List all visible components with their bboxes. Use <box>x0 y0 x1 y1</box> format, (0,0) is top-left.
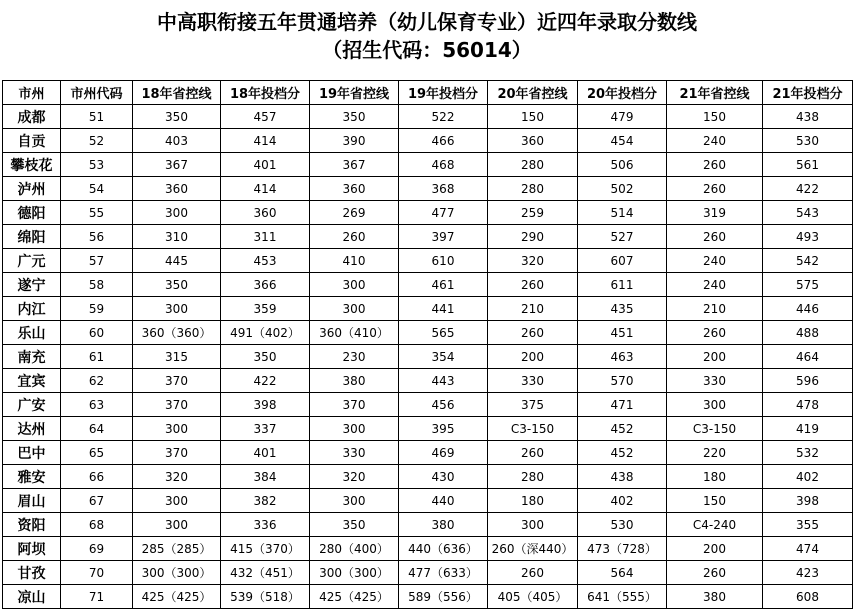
table-cell: 561 <box>763 153 853 177</box>
table-row <box>3 273 853 297</box>
table-cell: 456 <box>399 393 488 417</box>
table-cell: 367 <box>310 153 399 177</box>
table-cell: 58 <box>61 273 133 297</box>
table-cell: 56 <box>61 225 133 249</box>
column-header: 21年投档分 <box>763 81 853 105</box>
table-row <box>3 129 853 153</box>
table-cell: 259 <box>488 201 578 225</box>
table-cell: 608 <box>763 585 853 609</box>
table-cell: 401 <box>221 441 310 465</box>
city-cell: 自贡 <box>3 129 61 153</box>
table-cell: 54 <box>61 177 133 201</box>
table-cell: 337 <box>221 417 310 441</box>
table-cell: 425（425） <box>310 585 399 609</box>
table-cell: 382 <box>221 489 310 513</box>
table-cell: 180 <box>667 465 763 489</box>
column-header: 18年省控线 <box>133 81 221 105</box>
table-cell: 260 <box>667 321 763 345</box>
table-cell: 260 <box>667 225 763 249</box>
table-cell: 240 <box>667 249 763 273</box>
table-cell: 596 <box>763 369 853 393</box>
table-cell: 57 <box>61 249 133 273</box>
table-cell: 530 <box>763 129 853 153</box>
table-cell: 359 <box>221 297 310 321</box>
table-cell: 350 <box>133 273 221 297</box>
city-cell: 凉山 <box>3 585 61 609</box>
table-cell: 461 <box>399 273 488 297</box>
table-cell: 441 <box>399 297 488 321</box>
table-cell: 66 <box>61 465 133 489</box>
table-cell: 451 <box>578 321 667 345</box>
table-cell: 360（410） <box>310 321 399 345</box>
table-cell: 210 <box>488 297 578 321</box>
table-cell: 398 <box>221 393 310 417</box>
table-cell: 375 <box>488 393 578 417</box>
table-cell: 68 <box>61 513 133 537</box>
city-cell: 泸州 <box>3 177 61 201</box>
table-cell: 539（518） <box>221 585 310 609</box>
table-cell: 71 <box>61 585 133 609</box>
table-cell: 410 <box>310 249 399 273</box>
table-cell: 350 <box>133 105 221 129</box>
city-cell: 南充 <box>3 345 61 369</box>
table-cell: 150 <box>667 489 763 513</box>
table-cell: 300 <box>310 489 399 513</box>
table-cell: 438 <box>578 465 667 489</box>
table-cell: 430 <box>399 465 488 489</box>
table-cell: 69 <box>61 537 133 561</box>
table-cell: 607 <box>578 249 667 273</box>
table-cell: 469 <box>399 441 488 465</box>
city-cell: 阿坝 <box>3 537 61 561</box>
table-cell: 452 <box>578 417 667 441</box>
table-cell: 380 <box>399 513 488 537</box>
table-cell: 210 <box>667 297 763 321</box>
city-cell: 内江 <box>3 297 61 321</box>
table-cell: 355 <box>763 513 853 537</box>
table-cell: 565 <box>399 321 488 345</box>
table-cell: 67 <box>61 489 133 513</box>
city-cell: 雅安 <box>3 465 61 489</box>
table-cell: 360（360） <box>133 321 221 345</box>
table-cell: 320 <box>133 465 221 489</box>
table-cell: 440 <box>399 489 488 513</box>
table-cell: 59 <box>61 297 133 321</box>
table-cell: 440（636） <box>399 537 488 561</box>
table-cell: 425（425） <box>133 585 221 609</box>
table-cell: 150 <box>488 105 578 129</box>
table-cell: 367 <box>133 153 221 177</box>
table-cell: 220 <box>667 441 763 465</box>
table-cell: 300 <box>133 417 221 441</box>
column-header: 21年省控线 <box>667 81 763 105</box>
city-cell: 资阳 <box>3 513 61 537</box>
table-cell: 479 <box>578 105 667 129</box>
table-cell: 350 <box>310 513 399 537</box>
table-row <box>3 537 853 561</box>
table-cell: 384 <box>221 465 310 489</box>
table-row <box>3 225 853 249</box>
city-cell: 攀枝花 <box>3 153 61 177</box>
table-cell: 478 <box>763 393 853 417</box>
city-cell: 巴中 <box>3 441 61 465</box>
table-cell: 405（405） <box>488 585 578 609</box>
table-cell: 445 <box>133 249 221 273</box>
table-cell: 403 <box>133 129 221 153</box>
table-cell: 200 <box>667 345 763 369</box>
table-cell: 336 <box>221 513 310 537</box>
table-cell: 300 <box>488 513 578 537</box>
table-cell: 477（633） <box>399 561 488 585</box>
table-row <box>3 321 853 345</box>
table-cell: 466 <box>399 129 488 153</box>
table-cell: 463 <box>578 345 667 369</box>
table-cell: 464 <box>763 345 853 369</box>
table-cell: 610 <box>399 249 488 273</box>
table-cell: 477 <box>399 201 488 225</box>
table-cell: 370 <box>133 393 221 417</box>
table-cell: 493 <box>763 225 853 249</box>
table-cell: 320 <box>488 249 578 273</box>
score-table <box>2 80 853 609</box>
table-cell: 457 <box>221 105 310 129</box>
table-cell: 260 <box>488 441 578 465</box>
table-cell: 300 <box>310 417 399 441</box>
city-cell: 绵阳 <box>3 225 61 249</box>
table-cell: 641（555） <box>578 585 667 609</box>
table-cell: 300（300） <box>133 561 221 585</box>
table-cell: 360 <box>133 177 221 201</box>
table-cell: 522 <box>399 105 488 129</box>
table-cell: 350 <box>310 105 399 129</box>
table-cell: 315 <box>133 345 221 369</box>
table-cell: 380 <box>310 369 399 393</box>
table-cell: 380 <box>667 585 763 609</box>
table-cell: 454 <box>578 129 667 153</box>
table-cell: 370 <box>133 369 221 393</box>
table-cell: 260 <box>667 153 763 177</box>
city-cell: 达州 <box>3 417 61 441</box>
table-row <box>3 393 853 417</box>
table-cell: 63 <box>61 393 133 417</box>
table-row <box>3 345 853 369</box>
table-row <box>3 513 853 537</box>
table-cell: 280 <box>488 465 578 489</box>
table-cell: 350 <box>221 345 310 369</box>
table-cell: 51 <box>61 105 133 129</box>
table-cell: 488 <box>763 321 853 345</box>
table-cell: 491（402） <box>221 321 310 345</box>
table-cell: 402 <box>578 489 667 513</box>
table-cell: 330 <box>667 369 763 393</box>
table-cell: 366 <box>221 273 310 297</box>
table-cell: 423 <box>763 561 853 585</box>
table-cell: 370 <box>133 441 221 465</box>
table-cell: C4-240 <box>667 513 763 537</box>
city-cell: 宜宾 <box>3 369 61 393</box>
table-cell: 240 <box>667 129 763 153</box>
table-row <box>3 489 853 513</box>
table-cell: 320 <box>310 465 399 489</box>
header-row <box>3 81 853 105</box>
table-cell: 70 <box>61 561 133 585</box>
table-cell: 200 <box>667 537 763 561</box>
table-cell: 471 <box>578 393 667 417</box>
table-cell: 230 <box>310 345 399 369</box>
table-cell: 502 <box>578 177 667 201</box>
city-cell: 乐山 <box>3 321 61 345</box>
table-cell: 260 <box>488 321 578 345</box>
city-cell: 德阳 <box>3 201 61 225</box>
table-cell: 435 <box>578 297 667 321</box>
table-row <box>3 249 853 273</box>
table-cell: C3-150 <box>667 417 763 441</box>
table-cell: 414 <box>221 177 310 201</box>
table-cell: 473（728） <box>578 537 667 561</box>
table-cell: 260（深440） <box>488 537 578 561</box>
city-cell: 成都 <box>3 105 61 129</box>
city-cell: 甘孜 <box>3 561 61 585</box>
table-cell: 543 <box>763 201 853 225</box>
table-cell: 62 <box>61 369 133 393</box>
table-cell: 240 <box>667 273 763 297</box>
table-cell: 260 <box>488 273 578 297</box>
table-cell: 300 <box>133 297 221 321</box>
table-cell: 60 <box>61 321 133 345</box>
table-cell: 589（556） <box>399 585 488 609</box>
table-row <box>3 153 853 177</box>
table-cell: 398 <box>763 489 853 513</box>
table-cell: 390 <box>310 129 399 153</box>
table-cell: 446 <box>763 297 853 321</box>
table-cell: 300 <box>133 489 221 513</box>
table-cell: 269 <box>310 201 399 225</box>
table-cell: 150 <box>667 105 763 129</box>
table-row <box>3 441 853 465</box>
table-cell: 200 <box>488 345 578 369</box>
table-cell: 180 <box>488 489 578 513</box>
table-cell: 443 <box>399 369 488 393</box>
table-cell: 527 <box>578 225 667 249</box>
table-cell: 330 <box>310 441 399 465</box>
column-header: 19年投档分 <box>399 81 488 105</box>
table-cell: 330 <box>488 369 578 393</box>
table-row <box>3 177 853 201</box>
column-header: 市州代码 <box>61 81 133 105</box>
table-cell: 360 <box>221 201 310 225</box>
table-cell: 419 <box>763 417 853 441</box>
table-cell: 360 <box>310 177 399 201</box>
table-cell: 300 <box>310 273 399 297</box>
table-cell: 506 <box>578 153 667 177</box>
page-title: 中高职衔接五年贯通培养（幼儿保育专业）近四年录取分数线 <box>157 10 697 34</box>
table-cell: 53 <box>61 153 133 177</box>
table-cell: 61 <box>61 345 133 369</box>
page-subtitle: （招生代码：56014） <box>322 38 532 62</box>
table-cell: 65 <box>61 441 133 465</box>
table-cell: 532 <box>763 441 853 465</box>
table-cell: 52 <box>61 129 133 153</box>
table-cell: 397 <box>399 225 488 249</box>
table-cell: 514 <box>578 201 667 225</box>
table-cell: 453 <box>221 249 310 273</box>
city-cell: 遂宁 <box>3 273 61 297</box>
table-cell: 402 <box>763 465 853 489</box>
table-cell: 300 <box>133 513 221 537</box>
table-row <box>3 465 853 489</box>
city-cell: 眉山 <box>3 489 61 513</box>
table-cell: 300 <box>133 201 221 225</box>
table-cell: 55 <box>61 201 133 225</box>
table-cell: 354 <box>399 345 488 369</box>
table-cell: 300 <box>667 393 763 417</box>
table-cell: 260 <box>488 561 578 585</box>
column-header: 18年投档分 <box>221 81 310 105</box>
table-cell: 280 <box>488 177 578 201</box>
table-cell: 611 <box>578 273 667 297</box>
table-row <box>3 297 853 321</box>
column-header: 19年省控线 <box>310 81 399 105</box>
table-cell: 280 <box>488 153 578 177</box>
table-cell: 422 <box>221 369 310 393</box>
table-cell: 300 <box>310 297 399 321</box>
table-row <box>3 585 853 609</box>
table-cell: 285（285） <box>133 537 221 561</box>
table-cell: 570 <box>578 369 667 393</box>
table-cell: 415（370） <box>221 537 310 561</box>
table-cell: 438 <box>763 105 853 129</box>
table-cell: 319 <box>667 201 763 225</box>
table-cell: C3-150 <box>488 417 578 441</box>
table-row <box>3 105 853 129</box>
table-cell: 395 <box>399 417 488 441</box>
table-row <box>3 561 853 585</box>
table-cell: 310 <box>133 225 221 249</box>
table-cell: 530 <box>578 513 667 537</box>
table-cell: 414 <box>221 129 310 153</box>
table-cell: 542 <box>763 249 853 273</box>
table-cell: 452 <box>578 441 667 465</box>
city-cell: 广元 <box>3 249 61 273</box>
table-cell: 260 <box>310 225 399 249</box>
table-cell: 368 <box>399 177 488 201</box>
table-cell: 370 <box>310 393 399 417</box>
table-cell: 401 <box>221 153 310 177</box>
table-cell: 260 <box>667 561 763 585</box>
table-cell: 360 <box>488 129 578 153</box>
table-cell: 564 <box>578 561 667 585</box>
table-cell: 474 <box>763 537 853 561</box>
column-header: 20年投档分 <box>578 81 667 105</box>
table-row <box>3 417 853 441</box>
table-cell: 468 <box>399 153 488 177</box>
table-cell: 280（400） <box>310 537 399 561</box>
column-header: 市州 <box>3 81 61 105</box>
column-header: 20年省控线 <box>488 81 578 105</box>
table-row <box>3 201 853 225</box>
table-cell: 64 <box>61 417 133 441</box>
city-cell: 广安 <box>3 393 61 417</box>
table-cell: 290 <box>488 225 578 249</box>
table-row <box>3 369 853 393</box>
table-cell: 422 <box>763 177 853 201</box>
table-cell: 311 <box>221 225 310 249</box>
table-cell: 432（451） <box>221 561 310 585</box>
table-cell: 300（300） <box>310 561 399 585</box>
table-cell: 575 <box>763 273 853 297</box>
table-cell: 260 <box>667 177 763 201</box>
